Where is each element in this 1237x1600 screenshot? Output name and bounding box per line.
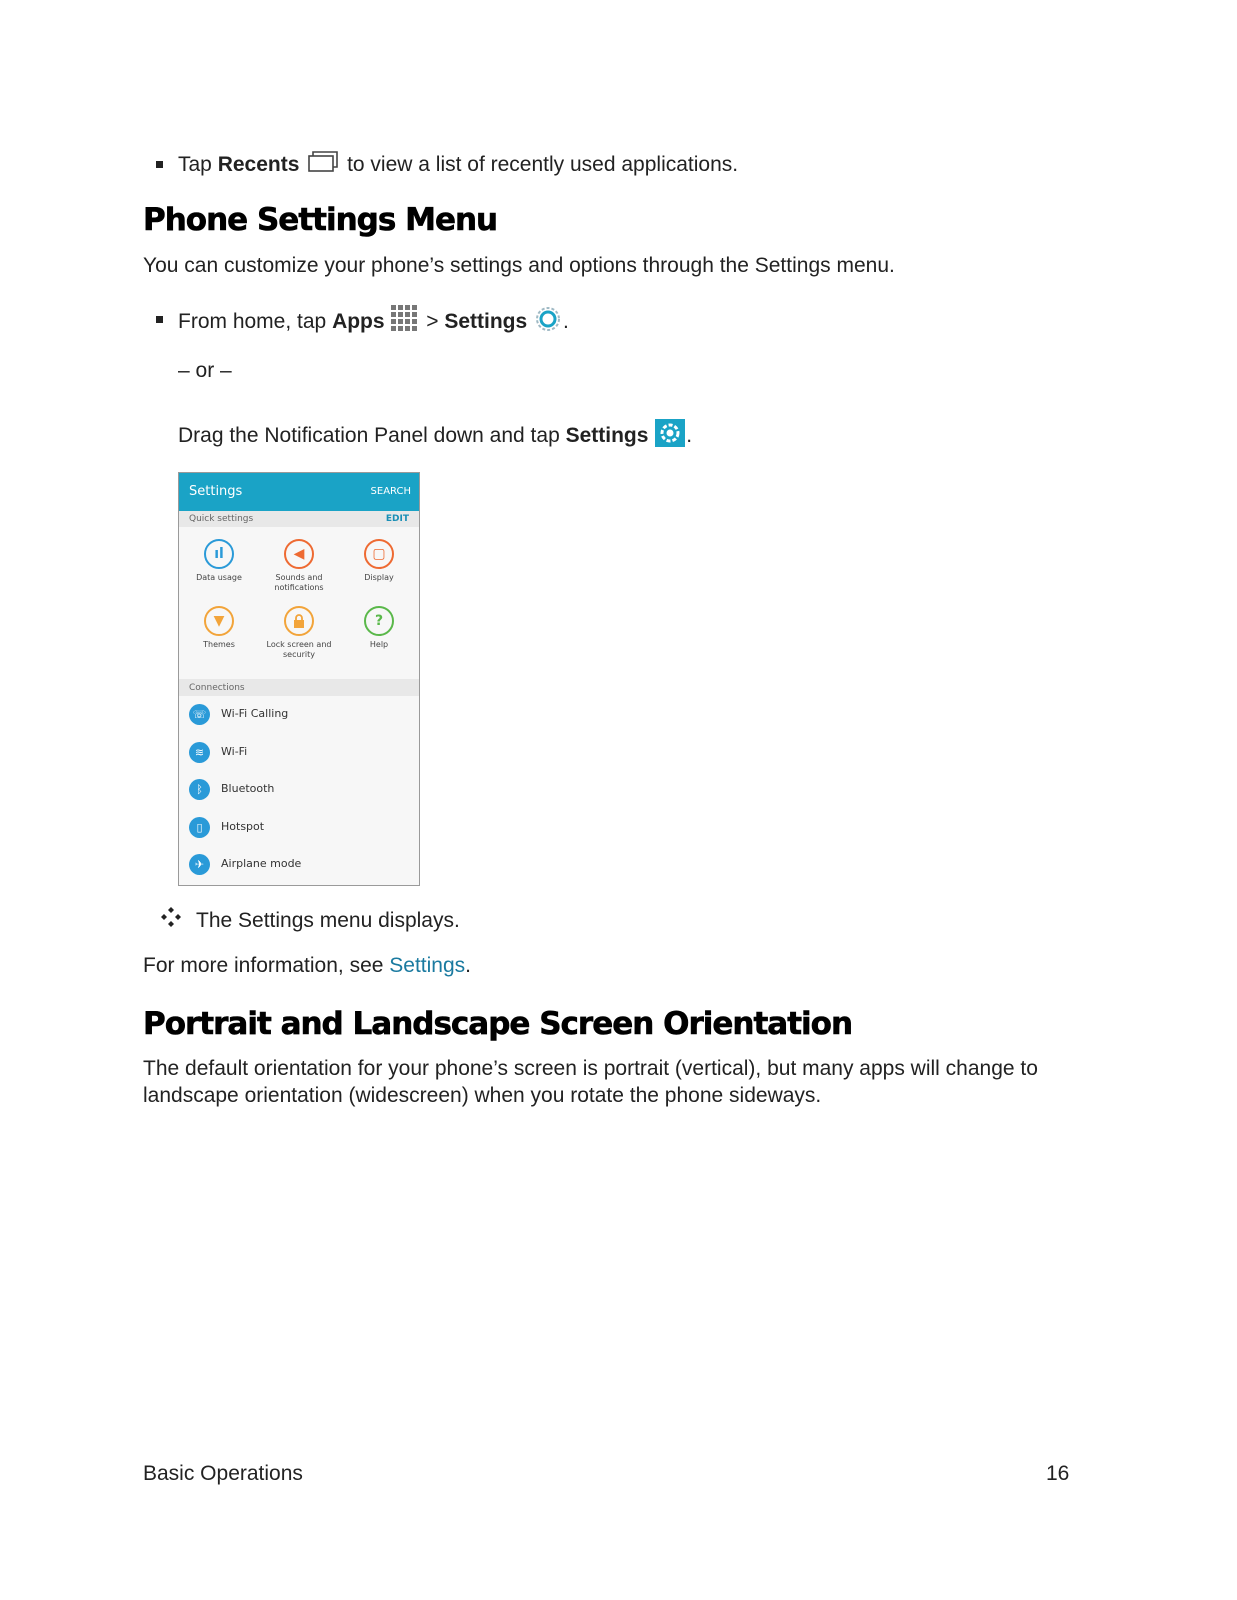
data-usage-icon: ıl — [204, 539, 234, 569]
quick-item-sounds[interactable]: ◀ Sounds and notifications — [259, 539, 339, 593]
wifi-calling-icon: ☏ — [189, 704, 210, 725]
orientation-body-line2: landscape orientation (widescreen) when you rotate the phone sideways. — [143, 1084, 822, 1107]
settings-link[interactable]: Settings — [389, 954, 466, 977]
connections-header: Connections — [179, 679, 419, 696]
settings-gear-icon — [533, 304, 563, 341]
step-instruction: From home, tap Apps > Settings . — [178, 304, 569, 341]
or-separator: – or – — [178, 359, 232, 382]
quick-settings-label: Quick settings — [189, 514, 254, 524]
recents-icon — [307, 150, 339, 181]
volume-icon: ◀ — [284, 539, 314, 569]
section-title-phone-settings: Phone Settings Menu — [143, 202, 498, 238]
themes-icon: ▼ — [204, 606, 234, 636]
settings-app-title: Settings — [189, 484, 243, 499]
connection-item-hotspot[interactable]: ▯ Hotspot — [179, 809, 419, 847]
quick-item-lock-screen[interactable]: Lock screen and security — [259, 606, 339, 660]
bluetooth-icon: ᛒ — [189, 779, 210, 800]
search-button[interactable]: SEARCH — [370, 486, 411, 497]
apps-grid-icon — [390, 304, 420, 341]
lock-icon — [284, 606, 314, 636]
help-icon: ? — [364, 606, 394, 636]
airplane-icon: ✈ — [189, 854, 210, 875]
more-info: For more information, see Settings. — [143, 954, 471, 977]
quick-settings-header — [179, 511, 419, 527]
recents-label: Recents — [217, 153, 300, 177]
connection-item-bluetooth[interactable]: ᛒ Bluetooth — [179, 771, 419, 809]
edit-button[interactable]: EDIT — [385, 514, 409, 524]
quick-item-data-usage[interactable]: ıl Data usage — [179, 539, 259, 583]
connection-item-wifi[interactable]: ≋ Wi-Fi — [179, 734, 419, 772]
footer-chapter: Basic Operations — [143, 1462, 303, 1485]
hotspot-icon: ▯ — [189, 817, 210, 838]
result-text: The Settings menu displays. — [196, 909, 460, 932]
alt-instruction: Drag the Notification Panel down and tap Settings . — [178, 418, 692, 455]
recents-instruction: Tap Recents to view a list of recently used applications. — [178, 150, 738, 181]
bullet-marker — [156, 161, 163, 168]
settings-app-bar — [179, 473, 419, 511]
quick-settings-grid — [179, 527, 419, 679]
section-title-orientation: Portrait and Landscape Screen Orientation — [143, 1006, 853, 1042]
section-intro: You can customize your phone’s settings and options through the Settings menu. — [143, 254, 895, 277]
settings-label: Settings — [565, 424, 649, 448]
settings-screenshot — [178, 472, 420, 886]
result-diamond-icon — [160, 906, 182, 933]
display-icon: ▢ — [364, 539, 394, 569]
notification-settings-icon — [654, 418, 686, 455]
bullet-marker — [156, 316, 163, 323]
settings-label: Settings — [444, 310, 528, 334]
wifi-icon: ≋ — [189, 742, 210, 763]
apps-label: Apps — [332, 310, 385, 334]
connection-item-airplane-mode[interactable]: ✈ Airplane mode — [179, 846, 419, 884]
page-number: 16 — [1046, 1462, 1070, 1485]
quick-item-themes[interactable]: ▼ Themes — [179, 606, 259, 650]
quick-item-help[interactable]: ? Help — [339, 606, 419, 650]
quick-item-display[interactable]: ▢ Display — [339, 539, 419, 583]
orientation-body-line1: The default orientation for your phone’s screen is portrait (vertical), but many apps will change to — [143, 1057, 1038, 1080]
connection-item-wifi-calling[interactable]: ☏ Wi-Fi Calling — [179, 696, 419, 734]
